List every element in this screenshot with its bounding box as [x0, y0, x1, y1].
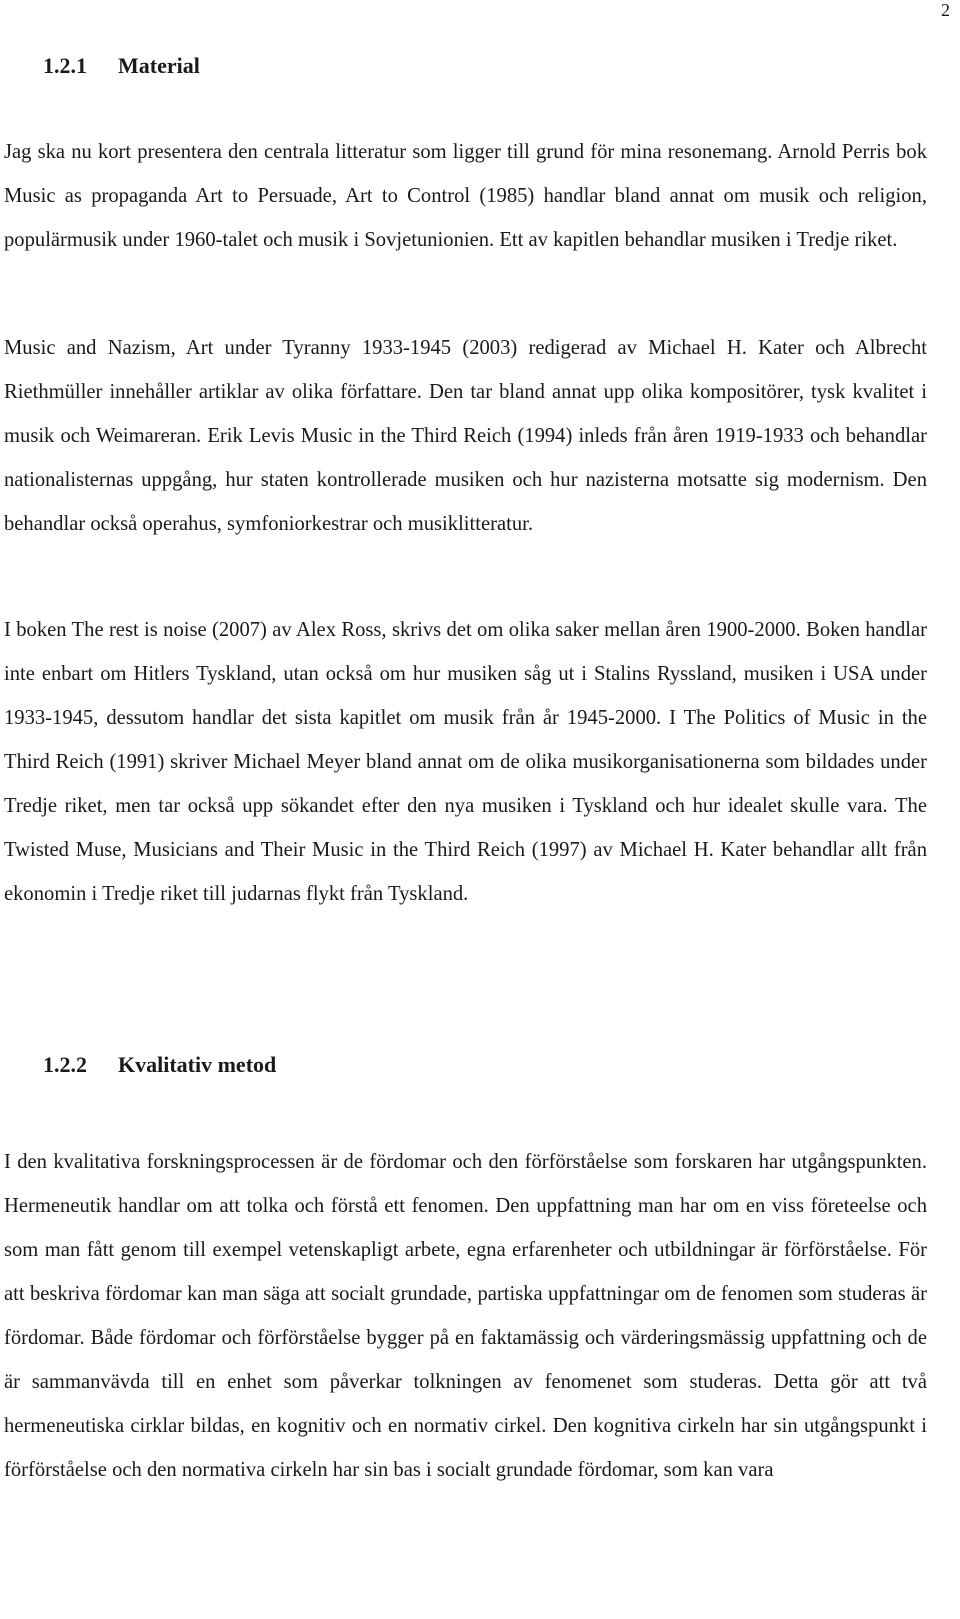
section-title: Material	[118, 53, 200, 78]
section-heading-material	[43, 53, 200, 79]
section-title: Kvalitativ metod	[118, 1052, 277, 1077]
section-heading-kvalitativ-metod	[43, 1052, 276, 1078]
paragraph-ross-meyer-kater: I boken The rest is noise (2007) av Alex Ross, skrivs det om olika saker mellan åren 1900-2000. Boken handlar inte enbart om Hitlers Tyskland, utan också om hur musiken såg ut i Stalins Ryssland, musiken i USA under 1933-1945, dessutom handlar det sista kapitlet om musik från år 1945-2000. I The Politics of Music in the Third Reich (1991) skriver Michael Meyer bland annat om de olika musikorganisationerna som bildades under Tredje riket, men tar också upp sökandet efter den nya musiken i Tyskland och hur idealet skulle vara. The Twisted Muse, Musicians and Their Music in the Third Reich (1997) av Michael H. Kater behandlar allt från ekonomin i Tredje riket till judarnas flykt från Tyskland.	[4, 619, 927, 905]
paragraph-nazism-books: Music and Nazism, Art under Tyranny 1933-1945 (2003) redigerad av Michael H. Kater och Albrecht Riethmüller innehåller artiklar av olika författare. Den tar bland annat upp olika kompositörer, tysk kvalitet i musik och Weimareran. Erik Levis Music in the Third Reich (1994) inleds från åren 1919-1933 och behandlar nationalisternas uppgång, hur staten kontrollerade musiken och hur nazisterna motsatte sig modernism. Den behandlar också operahus, symfoniorkestrar och musiklitteratur.	[4, 337, 927, 535]
paragraph-hermeneutik: I den kvalitativa forskningsprocessen är de fördomar och den förförståelse som forskaren har utgångspunkten. Hermeneutik handlar om att tolka och förstå ett fenomen. Den uppfattning man har om en viss företeelse och som man fått genom till exempel vetenskapligt arbete, egna erfarenheter och utbildningar är förförståelse. För att beskriva fördomar kan man säga att socialt grundade, partiska uppfattningar om de fenomen som studeras är fördomar. Både fördomar och förförståelse bygger på en faktamässig och värderingsmässig uppfattning och de är sammanvävda till en enhet som påverkar tolkningen av fenomenet som studeras. Detta gör att två hermeneutiska cirklar bildas, en kognitiv och en normativ cirkel. Den kognitiva cirkeln har sin utgångspunkt i förförståelse och den normativa cirkeln har sin bas i socialt grundade fördomar, som kan vara	[4, 1151, 927, 1481]
paragraph-intro: Jag ska nu kort presentera den centrala litteratur som ligger till grund för mina resonemang. Arnold Perris bok Music as propaganda Art to Persuade, Art to Control (1985) handlar bland annat om musik och religion, populärmusik under 1960-talet och musik i Sovjetunionien. Ett av kapitlen behandlar musiken i Tredje riket.	[4, 141, 927, 251]
section-number: 1.2.1	[43, 53, 87, 78]
section-number: 1.2.2	[43, 1052, 87, 1077]
page-number: 2	[941, 0, 950, 20]
